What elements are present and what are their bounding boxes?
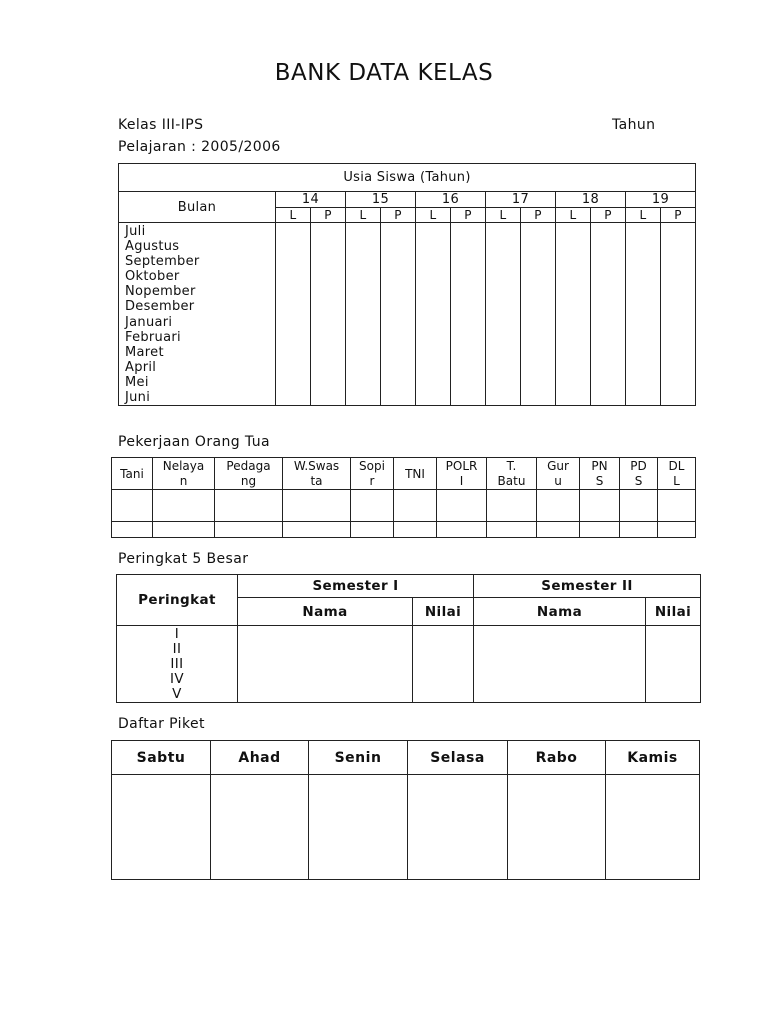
pelajaran-label: Pelajaran : 2005/2006 — [118, 139, 281, 155]
p-header: P — [381, 208, 416, 223]
l-header: L — [486, 208, 521, 223]
data-cell[interactable] — [346, 223, 381, 406]
data-cell[interactable] — [112, 775, 211, 880]
pekerjaan-col-header: Nelaya n — [153, 458, 215, 490]
month-item: September — [125, 254, 200, 270]
month-item: Desember — [125, 299, 195, 315]
data-cell[interactable] — [311, 223, 346, 406]
pekerjaan-col-header: POLR I — [437, 458, 487, 490]
data-cell[interactable] — [351, 522, 394, 538]
pekerjaan-col-header: T. Batu — [487, 458, 537, 490]
data-cell[interactable] — [153, 522, 215, 538]
bulan-header: Bulan — [119, 192, 276, 223]
pekerjaan-table — [111, 457, 696, 538]
usia-siswa-table — [118, 163, 696, 406]
month-item: Januari — [125, 314, 173, 330]
rank-list — [117, 626, 238, 703]
month-list — [119, 223, 276, 406]
day-header: Ahad — [211, 741, 309, 775]
data-cell[interactable] — [238, 626, 413, 703]
rank-item: III — [170, 656, 184, 672]
data-cell[interactable] — [394, 522, 437, 538]
data-cell[interactable] — [580, 490, 620, 522]
data-cell[interactable] — [646, 626, 701, 703]
data-cell[interactable] — [112, 522, 153, 538]
data-cell[interactable] — [626, 223, 661, 406]
pekerjaan-col-header: PN S — [580, 458, 620, 490]
data-cell[interactable] — [620, 490, 658, 522]
peringkat-header: Peringkat — [117, 575, 238, 626]
data-cell[interactable] — [580, 522, 620, 538]
pekerjaan-col-header: Tani — [112, 458, 153, 490]
l-header: L — [556, 208, 591, 223]
data-cell[interactable] — [408, 775, 508, 880]
data-cell[interactable] — [474, 626, 646, 703]
l-header: L — [346, 208, 381, 223]
rank-item: I — [174, 626, 180, 642]
p-header: P — [451, 208, 486, 223]
pekerjaan-col-header: Sopi r — [351, 458, 394, 490]
l-header: L — [416, 208, 451, 223]
data-cell[interactable] — [556, 223, 591, 406]
data-cell[interactable] — [486, 223, 521, 406]
nama-header: Nama — [238, 598, 413, 626]
data-cell[interactable] — [215, 490, 283, 522]
month-item: April — [125, 359, 157, 375]
data-cell[interactable] — [153, 490, 215, 522]
usia-heading: Usia Siswa (Tahun) — [119, 164, 696, 192]
data-cell[interactable] — [487, 522, 537, 538]
day-header: Senin — [309, 741, 408, 775]
pekerjaan-col-header: W.Swas ta — [283, 458, 351, 490]
l-header: L — [626, 208, 661, 223]
kelas-label: Kelas III-IPS — [118, 117, 204, 133]
pekerjaan-heading: Pekerjaan Orang Tua — [118, 434, 270, 450]
rank-item: V — [172, 686, 182, 702]
tahun-label: Tahun — [612, 117, 656, 133]
semester2-header: Semester II — [474, 575, 701, 598]
day-header: Rabo — [508, 741, 606, 775]
data-cell[interactable] — [537, 490, 580, 522]
day-header: Kamis — [606, 741, 700, 775]
age-header: 15 — [346, 192, 416, 208]
data-cell[interactable] — [416, 223, 451, 406]
nilai-header: Nilai — [413, 598, 474, 626]
data-cell[interactable] — [521, 223, 556, 406]
data-cell[interactable] — [620, 522, 658, 538]
nama-header: Nama — [474, 598, 646, 626]
age-header: 18 — [556, 192, 626, 208]
pekerjaan-col-header: Gur u — [537, 458, 580, 490]
data-cell[interactable] — [394, 490, 437, 522]
age-header: 17 — [486, 192, 556, 208]
data-cell[interactable] — [508, 775, 606, 880]
age-header: 19 — [626, 192, 696, 208]
day-header: Selasa — [408, 741, 508, 775]
data-cell[interactable] — [211, 775, 309, 880]
rank-item: IV — [169, 671, 185, 687]
data-cell[interactable] — [413, 626, 474, 703]
data-cell[interactable] — [276, 223, 311, 406]
data-cell[interactable] — [309, 775, 408, 880]
month-item: Nopember — [125, 284, 196, 300]
day-header: Sabtu — [112, 741, 211, 775]
data-cell[interactable] — [215, 522, 283, 538]
rank-item: II — [172, 641, 182, 657]
data-cell[interactable] — [661, 223, 696, 406]
peringkat-table — [116, 574, 701, 703]
piket-heading: Daftar Piket — [118, 716, 205, 732]
age-header: 16 — [416, 192, 486, 208]
p-header: P — [661, 208, 696, 223]
data-cell[interactable] — [283, 522, 351, 538]
data-cell[interactable] — [351, 490, 394, 522]
data-cell[interactable] — [451, 223, 486, 406]
p-header: P — [311, 208, 346, 223]
data-cell[interactable] — [437, 490, 487, 522]
age-header: 14 — [276, 192, 346, 208]
piket-table — [111, 740, 700, 880]
data-cell[interactable] — [283, 490, 351, 522]
data-cell[interactable] — [437, 522, 487, 538]
month-item: Maret — [125, 344, 164, 360]
nilai-header: Nilai — [646, 598, 701, 626]
data-cell[interactable] — [487, 490, 537, 522]
pekerjaan-col-header: DL L — [658, 458, 696, 490]
data-cell[interactable] — [591, 223, 626, 406]
data-cell[interactable] — [606, 775, 700, 880]
month-item: Juli — [125, 224, 146, 239]
pekerjaan-col-header: PD S — [620, 458, 658, 490]
data-cell[interactable] — [112, 490, 153, 522]
p-header: P — [521, 208, 556, 223]
data-cell[interactable] — [658, 490, 696, 522]
pekerjaan-col-header: Pedaga ng — [215, 458, 283, 490]
data-cell[interactable] — [381, 223, 416, 406]
data-cell[interactable] — [537, 522, 580, 538]
data-cell[interactable] — [658, 522, 696, 538]
pekerjaan-col-header: TNI — [394, 458, 437, 490]
semester1-header: Semester I — [238, 575, 474, 598]
p-header: P — [591, 208, 626, 223]
month-item: Agustus — [125, 239, 180, 255]
month-item: Juni — [125, 390, 151, 406]
month-item: Februari — [125, 329, 181, 345]
month-item: Mei — [125, 374, 149, 390]
page-title: BANK DATA KELAS — [274, 60, 494, 86]
l-header: L — [276, 208, 311, 223]
month-item: Oktober — [125, 269, 180, 285]
peringkat-heading: Peringkat 5 Besar — [118, 551, 249, 567]
